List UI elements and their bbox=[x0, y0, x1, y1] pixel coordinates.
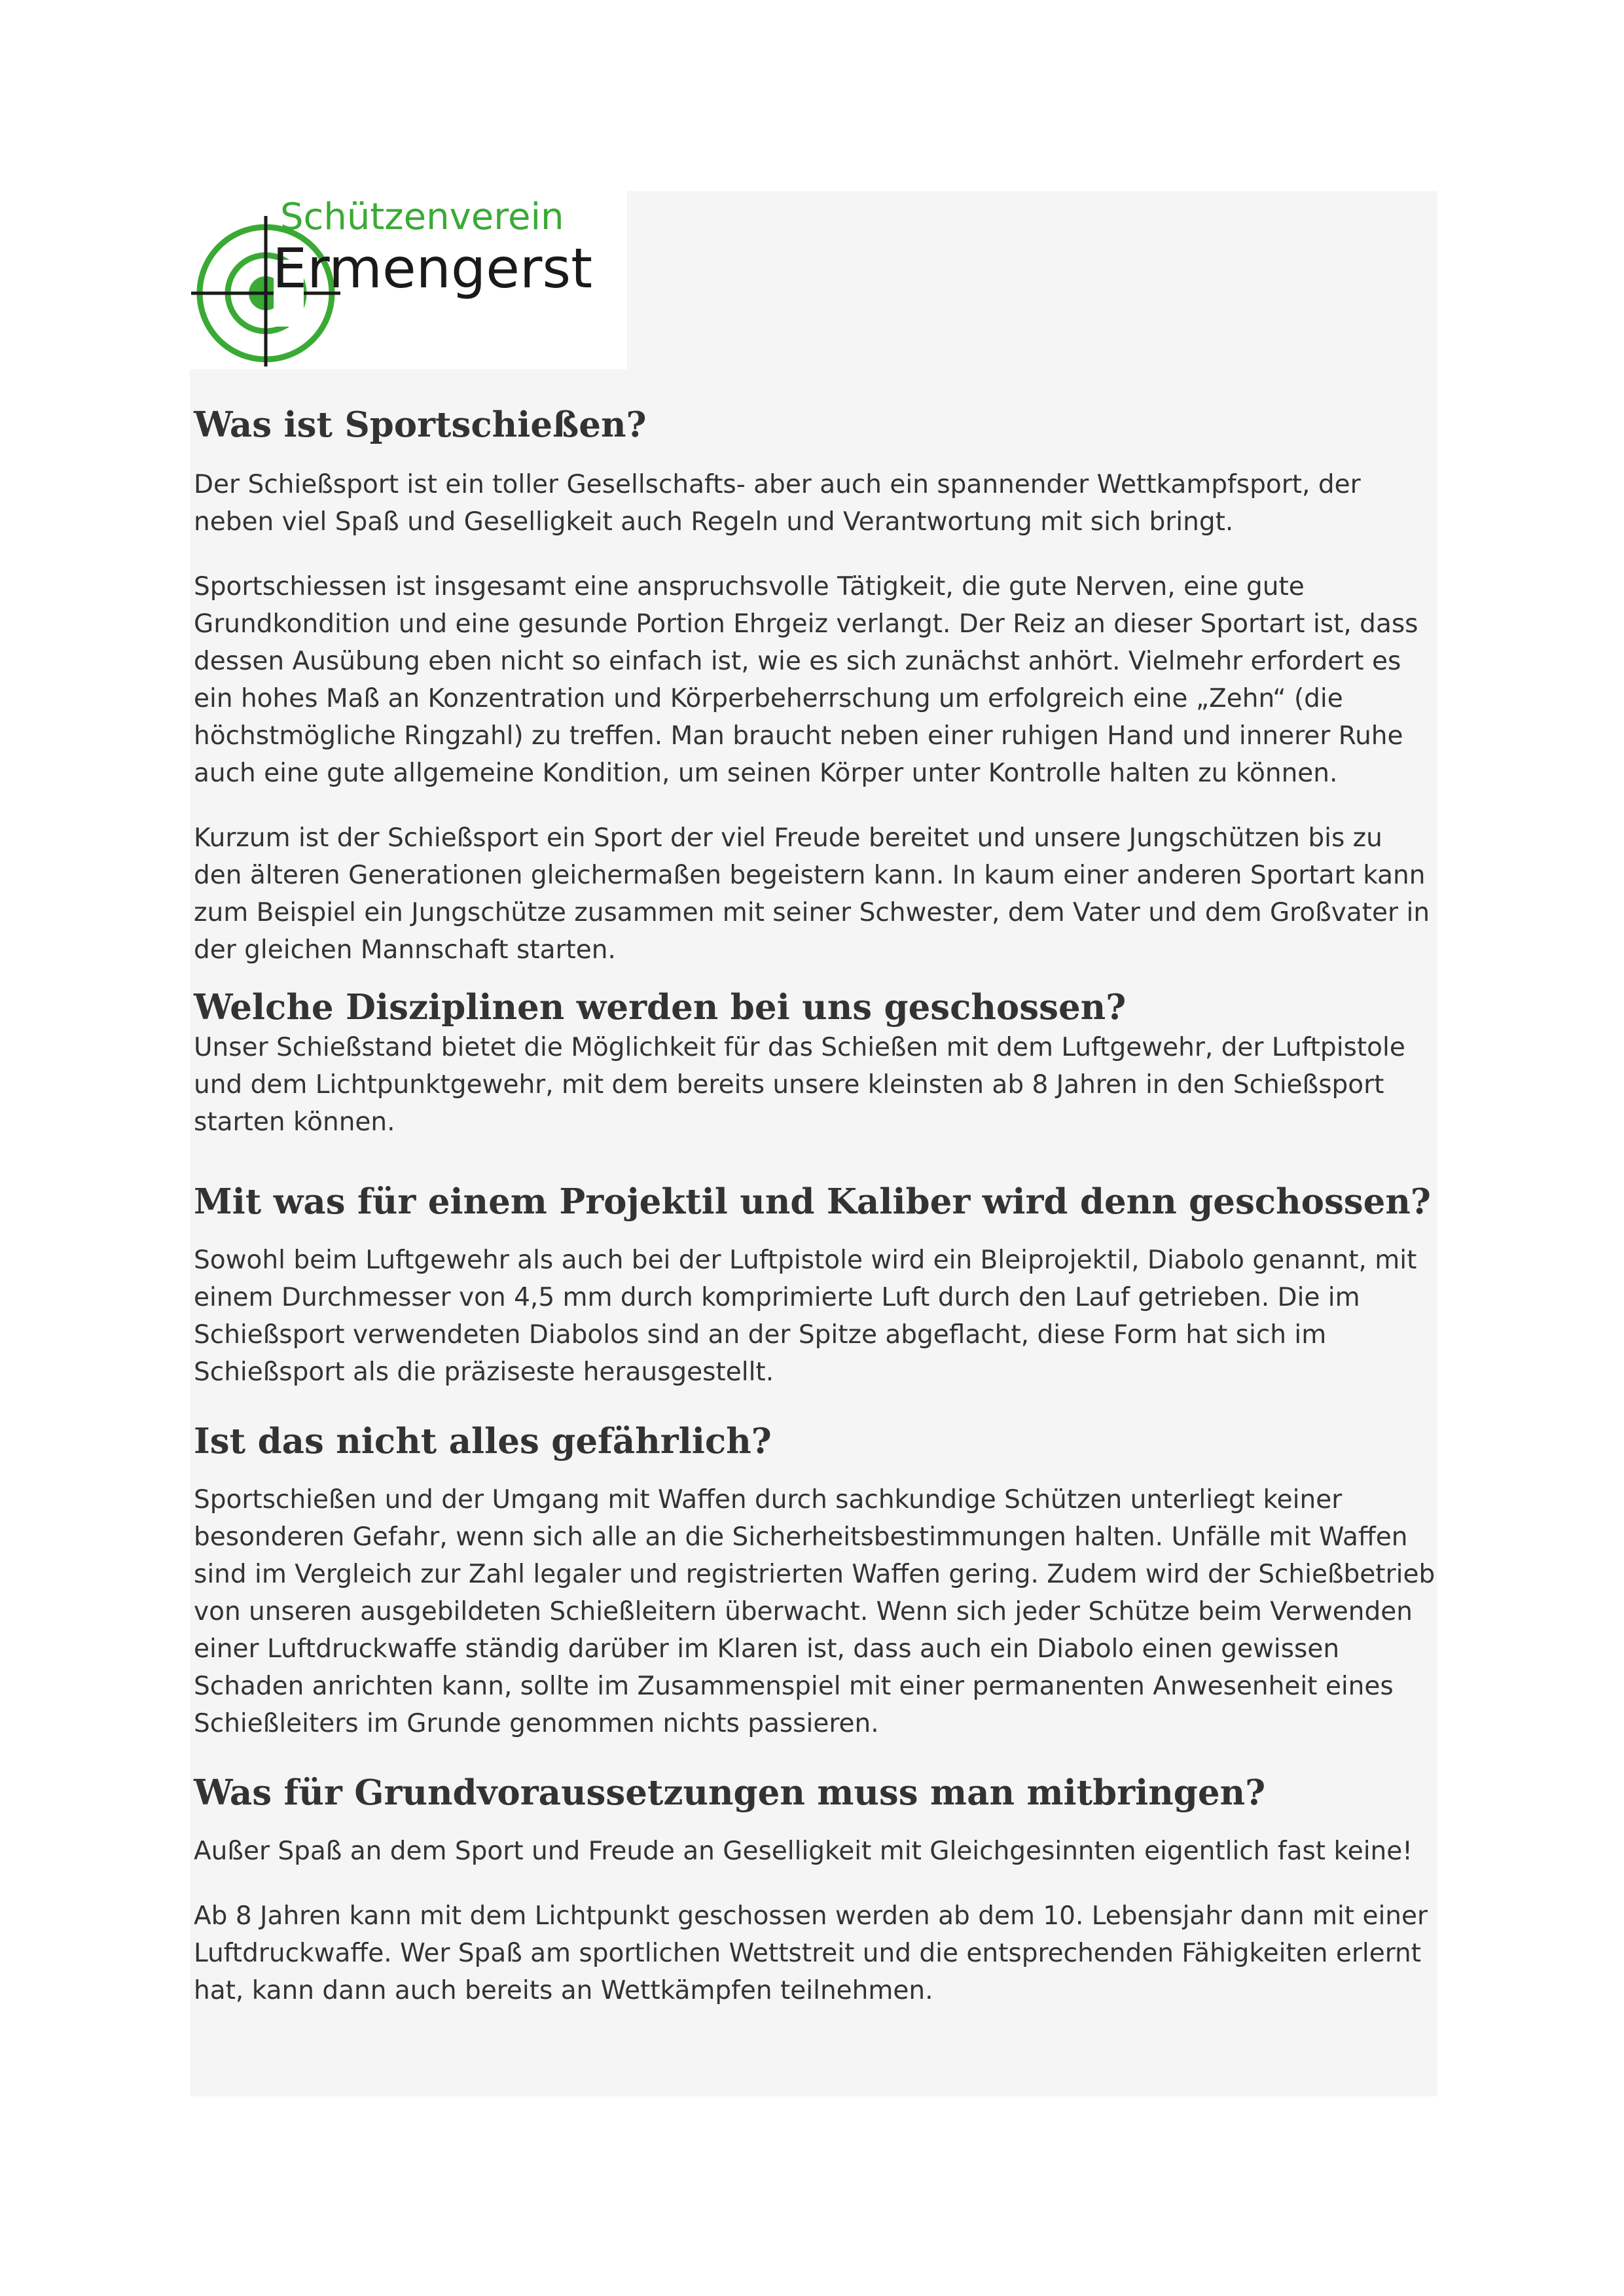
article bbox=[194, 403, 1437, 2009]
logo-line2: Ermengerst bbox=[272, 236, 593, 300]
paragraph: Kurzum ist der Schießsport ein Sport der viel Freude bereitet und unsere Jungschützen bis zu den älteren Generationen gleichermaßen begeistern kann. In kaum einer anderen Sportart kann zum Beispiel ein Jungschütze zusammen mit seiner Schwester, dem Vater und dem Großvater in der gleichen Mannschaft starten. bbox=[194, 823, 1430, 965]
paragraph: Sportschiessen ist insgesamt eine anspruchsvolle Tätigkeit, die gute Nerven, eine gute Grundkondition und eine gesunde Portion Ehrgeiz verlangt. Der Reiz an dieser Sportart ist, dass dessen Ausübung eben nicht so einfach ist, wie es sich zunächst anhört. Vielmehr erfordert es ein hohes Maß an Konzentration und Körperbeherrschung um erfolgreich eine „Zehn“ (die höchstmögliche Ringzahl) zu treffen. Man braucht neben einer ruhigen Hand und innerer Ruhe auch eine gute allgemeine Kondition, um seinen Körper unter Kontrolle halten zu können. bbox=[194, 572, 1418, 788]
target-logo-icon bbox=[190, 191, 627, 369]
logo-line1: Schützenverein bbox=[280, 196, 564, 238]
section-heading: Was für Grundvoraussetzungen muss man mitbringen? bbox=[194, 1772, 1266, 1813]
section-heading: Was ist Sportschießen? bbox=[194, 404, 647, 445]
club-logo bbox=[190, 191, 627, 369]
paragraph: Der Schießsport ist ein toller Gesellschafts- aber auch ein spannender Wettkampfsport, der neben viel Spaß und Geselligkeit auch Regeln und Verantwortung mit sich bringt. bbox=[194, 470, 1361, 537]
paragraph: Ab 8 Jahren kann mit dem Lichtpunkt geschossen werden ab dem 10. Lebensjahr dann mit einer Luftdruckwaffe. Wer Spaß am sportlichen Wettstreit und die entsprechenden Fähigkeiten erlernt hat, kann dann auch bereits an Wettkämpfen teilnehmen. bbox=[194, 1901, 1428, 2005]
paragraph: Sowohl beim Luftgewehr als auch bei der Luftpistole wird ein Bleiprojektil, Diabolo genannt, mit einem Durchmesser von 4,5 mm durch komprimierte Luft durch den Lauf getrieben. Die im Schießsport verwendeten Diabolos sind an der Spitze abgeflacht, diese Form hat sich im Schießsport als die präziseste herausgestellt. bbox=[194, 1246, 1417, 1387]
paragraph: Außer Spaß an dem Sport und Freude an Geselligkeit mit Gleichgesinnten eigentlich fast keine! bbox=[194, 1837, 1413, 1866]
section-heading: Ist das nicht alles gefährlich? bbox=[194, 1421, 772, 1462]
paragraph: Sportschießen und der Umgang mit Waffen durch sachkundige Schützen unterliegt keiner besonderen Gefahr, wenn sich alle an die Sicherheitsbestimmungen halten. Unfälle mit Waffen sind im Vergleich zur Zahl legaler und registrierten Waffen gering. Zudem wird der Schießbetrieb von unseren ausgebildeten Schießleitern überwacht. Wenn sich jeder Schütze beim Verwenden einer Luftdruckwaffe ständig darüber im Klaren ist, dass auch ein Diabolo einen gewissen Schaden anrichten kann, sollte im Zusammenspiel mit einer permanenten Anwesenheit eines Schießleiters im Grunde genommen nichts passieren. bbox=[194, 1485, 1435, 1738]
paragraph: Unser Schießstand bietet die Möglichkeit für das Schießen mit dem Luftgewehr, der Luftpistole und dem Lichtpunktgewehr, mit dem bereits unsere kleinsten ab 8 Jahren in den Schießsport starten können. bbox=[194, 1033, 1405, 1137]
section-heading: Mit was für einem Projektil und Kaliber wird denn geschossen? bbox=[194, 1181, 1431, 1222]
section-heading: Welche Disziplinen werden bei uns geschossen? bbox=[194, 987, 1127, 1028]
